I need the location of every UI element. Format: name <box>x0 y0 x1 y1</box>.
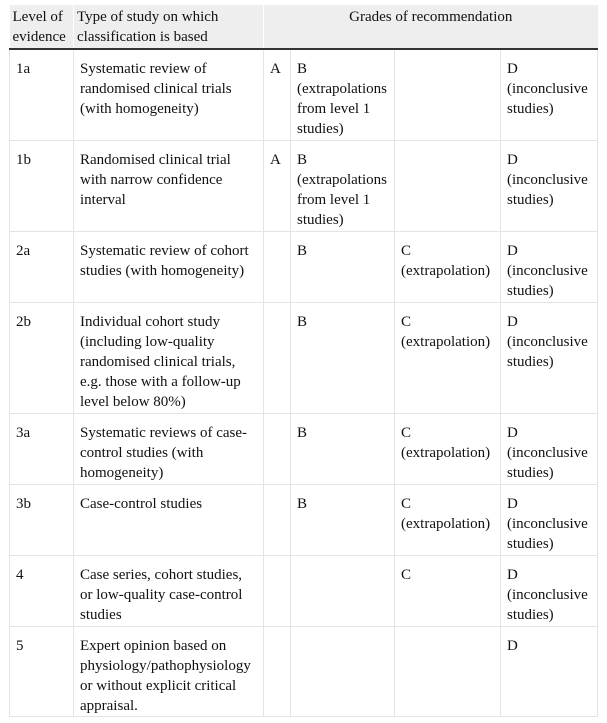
level-cell: 3a <box>10 413 74 484</box>
study-type-cell: Randomised clinical trial with narrow confidence interval <box>74 140 264 231</box>
grade-d-cell: D (inconclusive studies) <box>501 140 598 231</box>
grade-c-cell: C (extrapolation) <box>395 413 501 484</box>
grade-a-cell <box>264 484 291 555</box>
table-header <box>10 5 598 49</box>
grades-of-recommendation-header: Grades of recommendation <box>264 5 598 49</box>
level-cell: 2a <box>10 231 74 302</box>
table-row <box>10 626 598 716</box>
level-of-evidence-header: Level of evidence <box>10 5 74 49</box>
study-type-cell: Systematic review of randomised clinical trials (with homogeneity) <box>74 49 264 140</box>
level-cell: 1b <box>10 140 74 231</box>
grade-c-cell <box>395 49 501 140</box>
grade-b-cell <box>291 555 395 626</box>
grade-c-cell: C (extrapolation) <box>395 231 501 302</box>
header-row <box>10 5 598 49</box>
table-row <box>10 49 598 140</box>
table-row <box>10 231 598 302</box>
table-row <box>10 140 598 231</box>
study-type-cell: Case-control studies <box>74 484 264 555</box>
grade-c-cell <box>395 626 501 716</box>
grade-d-cell: D (inconclusive studies) <box>501 49 598 140</box>
study-type-cell: Expert opinion based on physiology/pathophysiology or without explicit critical appraisal. <box>74 626 264 716</box>
study-type-cell: Individual cohort study (including low-quality randomised clinical trials, e.g. those with a follow-up level below 80%) <box>74 302 264 413</box>
grade-a-cell <box>264 626 291 716</box>
grade-a-cell: A <box>264 49 291 140</box>
grade-d-cell: D (inconclusive studies) <box>501 484 598 555</box>
grade-c-cell: C (extrapolation) <box>395 302 501 413</box>
grade-d-cell: D (inconclusive studies) <box>501 413 598 484</box>
table-row <box>10 484 598 555</box>
level-cell: 4 <box>10 555 74 626</box>
grade-a-cell <box>264 302 291 413</box>
study-type-cell: Case series, cohort studies, or low-quality case-control studies <box>74 555 264 626</box>
grade-a-cell <box>264 555 291 626</box>
table-row <box>10 555 598 626</box>
table-row <box>10 302 598 413</box>
study-type-cell: Systematic review of cohort studies (with homogeneity) <box>74 231 264 302</box>
grade-c-cell: C (extrapolation) <box>395 484 501 555</box>
grade-c-cell <box>395 140 501 231</box>
grade-b-cell: B <box>291 413 395 484</box>
grade-b-cell: B <box>291 231 395 302</box>
grade-a-cell <box>264 231 291 302</box>
table-body <box>10 49 598 716</box>
grade-b-cell <box>291 626 395 716</box>
grade-b-cell: B (extrapolations from level 1 studies) <box>291 140 395 231</box>
level-cell: 5 <box>10 626 74 716</box>
grade-d-cell: D (inconclusive studies) <box>501 302 598 413</box>
grade-b-cell: B <box>291 302 395 413</box>
level-cell: 2b <box>10 302 74 413</box>
grade-d-cell: D (inconclusive studies) <box>501 231 598 302</box>
study-type-header: Type of study on which classification is based <box>74 5 264 49</box>
evidence-grades-table <box>9 5 598 717</box>
table-row <box>10 413 598 484</box>
grade-c-cell: C <box>395 555 501 626</box>
grade-a-cell <box>264 413 291 484</box>
grade-d-cell: D <box>501 626 598 716</box>
grade-b-cell: B <box>291 484 395 555</box>
grade-d-cell: D (inconclusive studies) <box>501 555 598 626</box>
level-cell: 1a <box>10 49 74 140</box>
grade-b-cell: B (extrapolations from level 1 studies) <box>291 49 395 140</box>
level-cell: 3b <box>10 484 74 555</box>
grade-a-cell: A <box>264 140 291 231</box>
study-type-cell: Systematic reviews of case-control studies (with homogeneity) <box>74 413 264 484</box>
